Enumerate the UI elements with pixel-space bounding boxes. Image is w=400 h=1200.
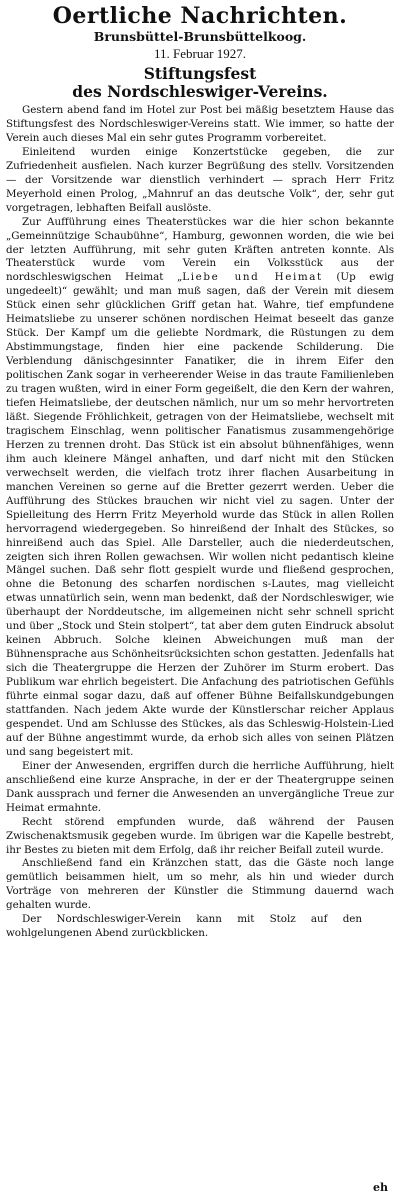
article-title: Stiftungsfest <box>143 64 257 83</box>
newspaper-clipping <box>6 4 394 1196</box>
author-signature: eh <box>373 1181 388 1194</box>
paragraph-7: Der Nordschleswiger-Verein kann mit Stolz auf den wohlgelungenen Abend zurückblicken. <box>6 913 362 940</box>
locality-subhead: Brunsbüttel-Brunsbüttelkoog. <box>93 29 307 44</box>
paragraph-4: Einer der Anwesenden, ergriffen durch die herrliche Aufführung, hielt anschließend eine kurze Ansprache, in der er der Theatergruppe seinen Dank aussprach und ferner die Anwesenden an unvergängliche Treue zur Heimat ermahnte. <box>6 759 394 814</box>
paragraph-3 <box>6 216 394 760</box>
paragraph-1: Gestern abend fand im Hotel zur Post bei mäßig besetztem Hause das Stiftungsfest des Nordschleswiger-Vereins statt. Wie immer, so hatte der Verein auch dieses Mal ein sehr gutes Programm vorbereitet. <box>6 104 394 144</box>
paragraph-3-part-a: Zur Aufführung eines Theaterstückes war die hier schon bekannte „Gemeinnützige Schaubühne“, Hamburg, gewonnen worden, die wie bei der letzten Aufführung, mit sehr guten Kräften antreten konnte. Als Theaterstück wurde vom Verein ein Volksstück aus der nordschleswigschen Heimat „ <box>6 215 394 284</box>
paragraph-2: Einleitend wurden einige Konzertstücke gegeben, die zur Zufriedenheit ausfielen. Nach kurzer Begrüßung des stellv. Vorsitzenden — der Vorsitzende war dienstlich verhindert — sprach Herr Fritz Meyerhold einen Prolog, „Mahnruf an das deutsche Volk“, der, sehr gut vorgetragen, lebhaften Beifall auslöste. <box>6 145 394 214</box>
section-masthead: Oertliche Nachrichten. <box>52 4 348 29</box>
dateline: 11. Februar 1927. <box>154 46 246 61</box>
article-title-line2: des Nordschleswiger-Vereins. <box>72 82 328 101</box>
article-body <box>6 104 394 941</box>
paragraph-6: Anschließend fand ein Kränzchen statt, das die Gäste noch lange gemütlich beisammen hielt, um so mehr, als hin und wieder durch Vorträge von mehreren der Künstler die Stimmung dauernd wach gehalten wurde. <box>6 857 394 912</box>
paragraph-3-part-b: (Up ewig ungedeelt)“ gewählt; und man muß sagen, daß der Verein mit diesem Stück einen sehr glücklichen Griff getan hat. Wahre, tief empfundene Heimatsliebe zu unserer schönen nordischen Heimat beseelt das ganze Stück. Der Kampf um die geliebte Nordmark, die Rüstungen zu dem Abstimmungstage, finden hier eine packende Schilderung. Die Verblendung dänischgesinnter Fanatiker, die in ihrem Eifer den politischen Zank sogar in verheerender Weise in das traute Familienleben zu tragen wußten, wird in einer Form gegeißelt, die den Kern der wahren, tiefen Heimatsliebe, der deutschen nämlich, nur um so mehr hervortreten läßt. Siegende Fröhlichkeit, getragen von der Heimatsliebe, wechselt mit tragischem Einschlag, wenn politischer Fanatismus zusammengehörige Herzen zu trennen droht. Das Stück ist ein absolut bühnenfähiges, wenn ihm auch kleinere Mängel anhaften, und darf nicht mit den Stücken verwechselt werden, die vielfach trotz ihrer flachen Ausarbeitung in manchen Vereinen so gerne auf die Bretter gezerrt werden. Ueber die Aufführung des Stückes brauchen wir nicht viel zu sagen. Unter der Spielleitung des Herrn Fritz Meyerhold wurde das Stück in allen Rollen hervorragend wiedergegeben. So hinreißend der Inhalt des Stückes, so hinreißend auch das Spiel. Alle Darsteller, auch die niederdeutschen, zeigten sich ihren Rollen gewachsen. Wir wollen nicht pedantisch kleine Mängel suchen. Daß sehr flott gespielt wurde und fließend gesprochen, ohne die Betonung des scharfen nordischen s-Lautes, mag vielleicht etwas unnatürlich sein, wenn man bedenkt, daß der Nordschleswiger, wie überhaupt der Norddeutsche, im allgemeinen nicht sehr schnell spricht und über „Stock und Stein stolpert“, tat aber dem guten Eindruck absolut keinen Abbruch. Solche kleinen Abweichungen muß man der Bühnensprache aus Schönheitsrücksichten schon gestatten. Jedenfalls hat sich die Theatergruppe die Herzen der Zuhörer im Sturm erobert. Das Publikum war ehrlich begeistert. Die Anfachung des patriotischen Gefühls führte einmal sogar dazu, daß auf offener Bühne Beifallskundgebungen stattfanden. Nach jedem Akte wurde der Künstlerschar reicher Applaus gespendet. Und am Schlusse des Stückes, als das Schleswig-Holstein-Lied auf der Bühne angestimmt wurde, da erhob sich alles von seinen Plätzen und sang begeistert mit. <box>6 271 394 758</box>
play-title: Liebe und Heimat <box>182 271 323 284</box>
paragraph-5: Recht störend empfunden wurde, daß während der Pausen Zwischenaktsmusik gegeben wurde. Im übrigen war die Kapelle bestrebt, ihr Bestes zu bieten mit dem Erfolg, daß ihr reicher Beifall zuteil wurde. <box>6 815 394 856</box>
